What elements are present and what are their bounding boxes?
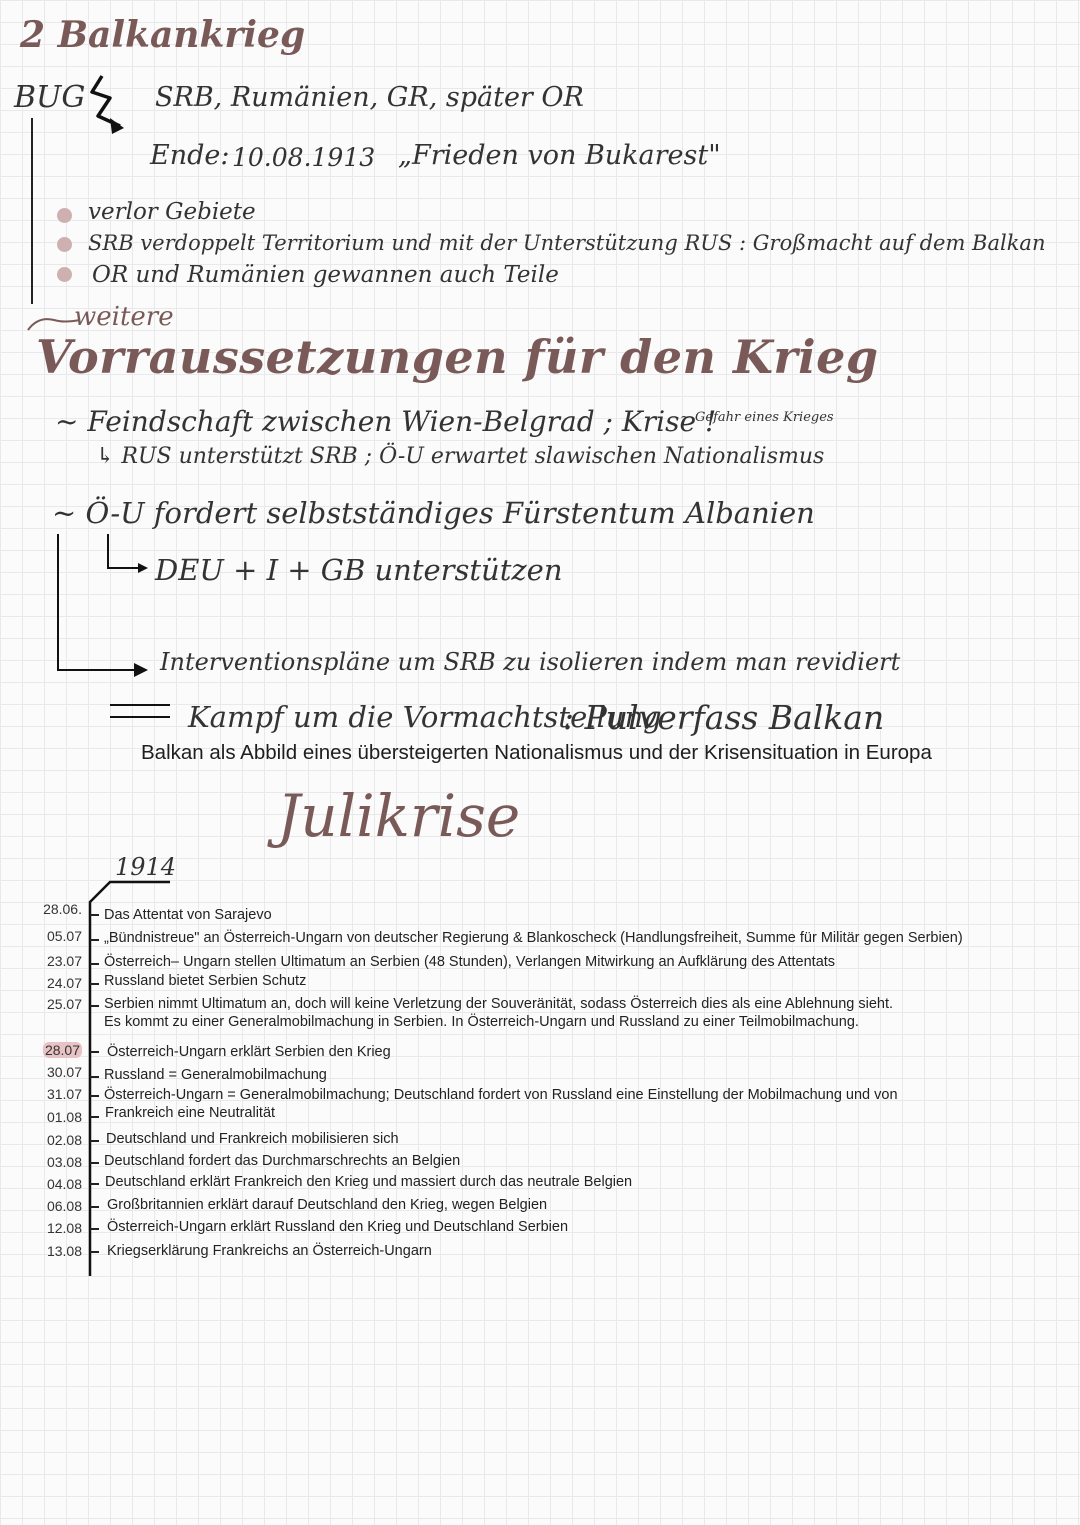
condition-line-3: ~ Ö-U fordert selbstständiges Fürstentum Albanien xyxy=(52,496,815,530)
event-text: Frankreich eine Neutralität xyxy=(105,1105,276,1121)
end-label: Ende: xyxy=(150,140,230,171)
event-text-continued: Es kommt zu einer Generalmobilmachung in Serbien. In Österreich-Ungarn und Russland zu einer Teilmobilmachung. xyxy=(104,1014,859,1030)
timeline-tick xyxy=(90,963,99,965)
timeline-tick xyxy=(90,1162,99,1164)
event-text: Russland = Generalmobilmachung xyxy=(104,1067,327,1083)
equals-line-bottom xyxy=(110,716,170,718)
event-date: 12.08 xyxy=(46,1220,82,1236)
bullet-dot xyxy=(57,267,72,282)
condition-line-1: ~ Feindschaft zwischen Wien-Belgrad ; Krise ! xyxy=(55,405,717,438)
timeline-tick xyxy=(90,1095,99,1097)
event-date: 06.08 xyxy=(46,1198,82,1214)
event-text: Deutschland und Frankreich mobilisieren sich xyxy=(106,1131,399,1147)
event-date: 25.07 xyxy=(46,996,82,1012)
event-text: „Bündnistreue" an Österreich-Ungarn von deutscher Regierung & Blankoscheck (Handlungsfreiheit, Summe für Militär gegen Serbien) xyxy=(104,930,963,946)
event-text: Österreich-Ungarn erklärt Serbien den Krieg xyxy=(107,1044,391,1060)
vertical-bracket-line xyxy=(31,118,33,304)
event-text: Österreich-Ungarn erklärt Russland den Krieg und Deutschland Serbien xyxy=(107,1219,569,1235)
event-text: Österreich– Ungarn stellen Ultimatum an Serbien (48 Stunden), Verlangen Mitwirkung an Aufklärung des Attentats xyxy=(104,954,836,970)
timeline-tick xyxy=(90,1183,99,1185)
bulgaria-label: BUG xyxy=(14,80,86,115)
bullet-item: verlor Gebiete xyxy=(88,199,256,225)
event-date: 23.07 xyxy=(46,953,82,969)
end-date: 10.08.1913 xyxy=(232,143,376,172)
timeline-tick xyxy=(90,1005,99,1007)
timeline-tick xyxy=(90,1228,99,1230)
timeline-tick xyxy=(90,1206,99,1208)
timeline-tick xyxy=(90,939,99,941)
event-text: Deutschland fordert das Durchmarschrechts an Belgien xyxy=(104,1153,461,1169)
timeline-tick xyxy=(90,1140,99,1142)
timeline-tick xyxy=(90,983,99,985)
bullet-item: SRB verdoppelt Territorium und mit der Unterstützung RUS : Großmacht auf dem Balkan xyxy=(88,231,1046,255)
event-text: Serbien nimmt Ultimatum an, doch will keine Verletzung der Souveränität, sodass Österreich dies als eine Ablehnung sieht. xyxy=(104,996,894,1012)
timeline-tick xyxy=(90,1076,99,1078)
event-date: 13.08 xyxy=(46,1243,82,1259)
event-date: 31.07 xyxy=(46,1086,82,1102)
condition-line-2: ↳ RUS unterstützt SRB ; Ö-U erwartet slawischen Nationalismus xyxy=(96,444,825,469)
timeline-tick xyxy=(90,1251,99,1253)
equals-line-top xyxy=(110,704,170,706)
julikrise-heading: Julikrise xyxy=(277,782,521,850)
event-date: 24.07 xyxy=(46,975,82,991)
event-date: 01.08 xyxy=(46,1109,82,1125)
bullet-item: OR und Rumänien gewannen auch Teile xyxy=(92,262,559,288)
event-text: Deutschland erklärt Frankreich den Krieg und massiert durch das neutrale Belgien xyxy=(105,1174,633,1190)
condition-line-6b: : Pulverfass Balkan xyxy=(563,698,885,737)
lightning-arrow-icon xyxy=(88,70,138,140)
connector-arrows xyxy=(50,530,160,690)
year-label: 1914 xyxy=(115,853,177,881)
balkan-opponents: SRB, Rumänien, GR, später OR xyxy=(155,82,584,113)
event-date: 05.07 xyxy=(46,928,82,944)
weitere-label: weitere xyxy=(74,302,174,332)
event-text: Russland bietet Serbien Schutz xyxy=(104,973,307,989)
condition-note: ~ Gefahr eines Krieges xyxy=(680,410,834,425)
event-date: 02.08 xyxy=(46,1132,82,1148)
bullet-dot xyxy=(57,208,72,223)
bullet-dot xyxy=(57,237,72,252)
event-date: 30.07 xyxy=(46,1064,82,1080)
event-text: Österreich-Ungarn = Generalmobilmachung; Deutschland fordert von Russland eine Einstellung der Mobilmachung und von xyxy=(104,1087,898,1103)
event-text: Großbritannien erklärt darauf Deutschland den Krieg, wegen Belgien xyxy=(107,1197,548,1213)
condition-line-6a: Kampf um die Vormachtstellung xyxy=(188,700,662,734)
event-text: Das Attentat von Sarajevo xyxy=(104,907,272,923)
end-treaty: „Frieden von Bukarest" xyxy=(398,140,721,171)
timeline-tick xyxy=(90,914,99,916)
event-date: 04.08 xyxy=(46,1176,82,1192)
event-text: Kriegserklärung Frankreichs an Österreich-Ungarn xyxy=(107,1243,432,1259)
condition-line-5: Interventionspläne um SRB zu isolieren indem man revidiert xyxy=(160,648,901,676)
page-title: 2 Balkankrieg xyxy=(20,14,306,56)
event-date-highlighted: 28.07 xyxy=(44,1042,80,1058)
condition-line-4: DEU + I + GB unterstützen xyxy=(155,553,563,587)
event-date: 03.08 xyxy=(46,1154,82,1170)
section-heading: Vorraussetzungen für den Krieg xyxy=(36,330,879,384)
timeline-tick xyxy=(90,1051,99,1053)
timeline-tick xyxy=(90,1116,99,1118)
summary-text: Balkan als Abbild eines übersteigerten Nationalismus und der Krisensituation in Europa xyxy=(141,741,932,764)
event-date: 28.06. xyxy=(43,901,82,917)
